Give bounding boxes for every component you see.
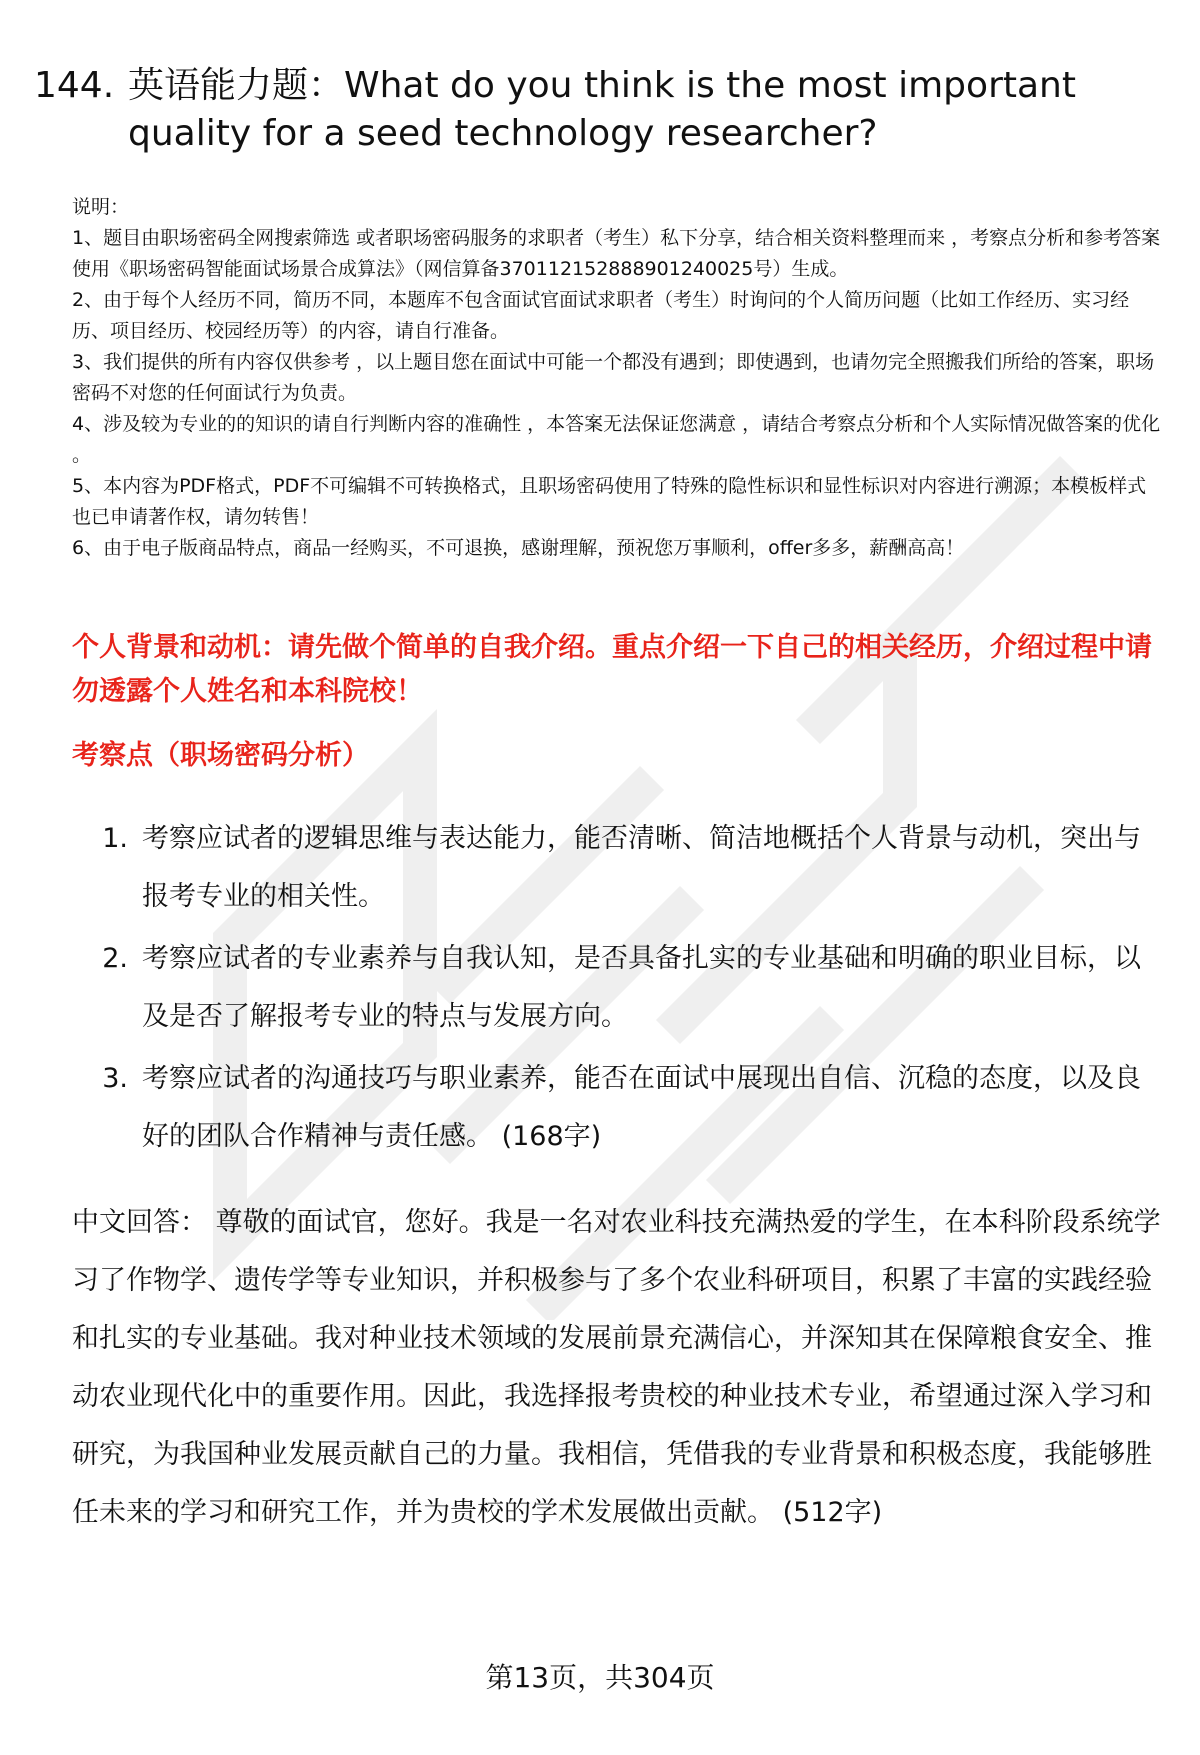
analysis-point xyxy=(72,1050,1162,1166)
analysis-heading: 考察点（职场密码分析） xyxy=(72,740,369,771)
question-title xyxy=(34,62,1154,158)
point-number: 1. xyxy=(102,823,128,854)
note-item: 1、题目由职场密码全网搜索筛选 或者职场密码服务的求职者（考生）私下分享，结合相关资料整理而来 ，考察点分析和参考答案使用《职场密码智能面试场景合成算法》（网信算备370112152888901240025号）生成。 xyxy=(72,227,1161,280)
note-item: 3、我们提供的所有内容仅供参考 ，以上题目您在面试中可能一个都没有遇到；即使遇到，也请勿完全照搬我们所给的答案，职场密码不对您的任何面试行为负责。 xyxy=(72,351,1155,404)
note-item: 2、由于每个人经历不同，简历不同，本题库不包含面试官面试求职者（考生）时询问的个人简历问题（比如工作经历、实习经历、项目经历、校园经历等）的内容，请自行准备。 xyxy=(72,289,1130,342)
point-number: 3. xyxy=(102,1063,128,1094)
question-number: 144. xyxy=(34,65,115,106)
analysis-points xyxy=(72,810,1162,1170)
point-number: 2. xyxy=(102,943,128,974)
question-text: 英语能力题：What do you think is the most important quality for a seed technology researcher? xyxy=(128,65,1076,154)
point-text: 考察应试者的专业素养与自我认知，是否具备扎实的专业基础和明确的职业目标，以及是否了解报考专业的特点与发展方向。 xyxy=(142,943,1141,1032)
note-item: 4、涉及较为专业的的知识的请自行判断内容的准确性 ，本答案无法保证您满意 ，请结合考察点分析和个人实际情况做答案的优化 。 xyxy=(72,413,1161,466)
disclaimer-notes xyxy=(72,192,1162,564)
point-text: 考察应试者的逻辑思维与表达能力，能否清晰、简洁地概括个人背景与动机，突出与报考专业的相关性。 xyxy=(142,823,1141,912)
point-text: 考察应试者的沟通技巧与职业素养，能否在面试中展现出自信、沉稳的态度，以及良好的团队合作精神与责任感。 (168字) xyxy=(142,1063,1141,1152)
analysis-point xyxy=(72,930,1162,1046)
chinese-answer: 中文回答： 尊敬的面试官，您好。我是一名对农业科技充满热爱的学生，在本科阶段系统学习了作物学、遗传学等专业知识，并积极参与了多个农业科研项目，积累了丰富的实践经验和扎实的专业基础。我对种业技术领域的发展前景充满信心，并深知其在保障粮食安全、推动农业现代化中的重要作用。因此，我选择报考贵校的种业技术专业，希望通过深入学习和研究，为我国种业发展贡献自己的力量。我相信，凭借我的专业背景和积极态度，我能够胜任未来的学习和研究工作，并为贵校的学术发展做出贡献。 (512字) xyxy=(72,1207,1161,1528)
note-item: 6、由于电子版商品特点，商品一经购买，不可退换，感谢理解，预祝您万事顺利，offer多多，薪酬高高！ xyxy=(72,537,965,559)
note-item: 5、本内容为PDF格式，PDF不可编辑不可转换格式，且职场密码使用了特殊的隐性标识和显性标识对内容进行溯源；本模板样式也已申请著作权，请勿转售！ xyxy=(72,475,1147,528)
page-number: 第13页，共304页 xyxy=(485,1661,715,1694)
notes-heading: 说明： xyxy=(72,196,130,218)
analysis-point xyxy=(72,810,1162,926)
interview-question-heading: 个人背景和动机：请先做个简单的自我介绍。重点介绍一下自己的相关经历，介绍过程中请勿透露个人姓名和本科院校！ xyxy=(72,632,1152,707)
